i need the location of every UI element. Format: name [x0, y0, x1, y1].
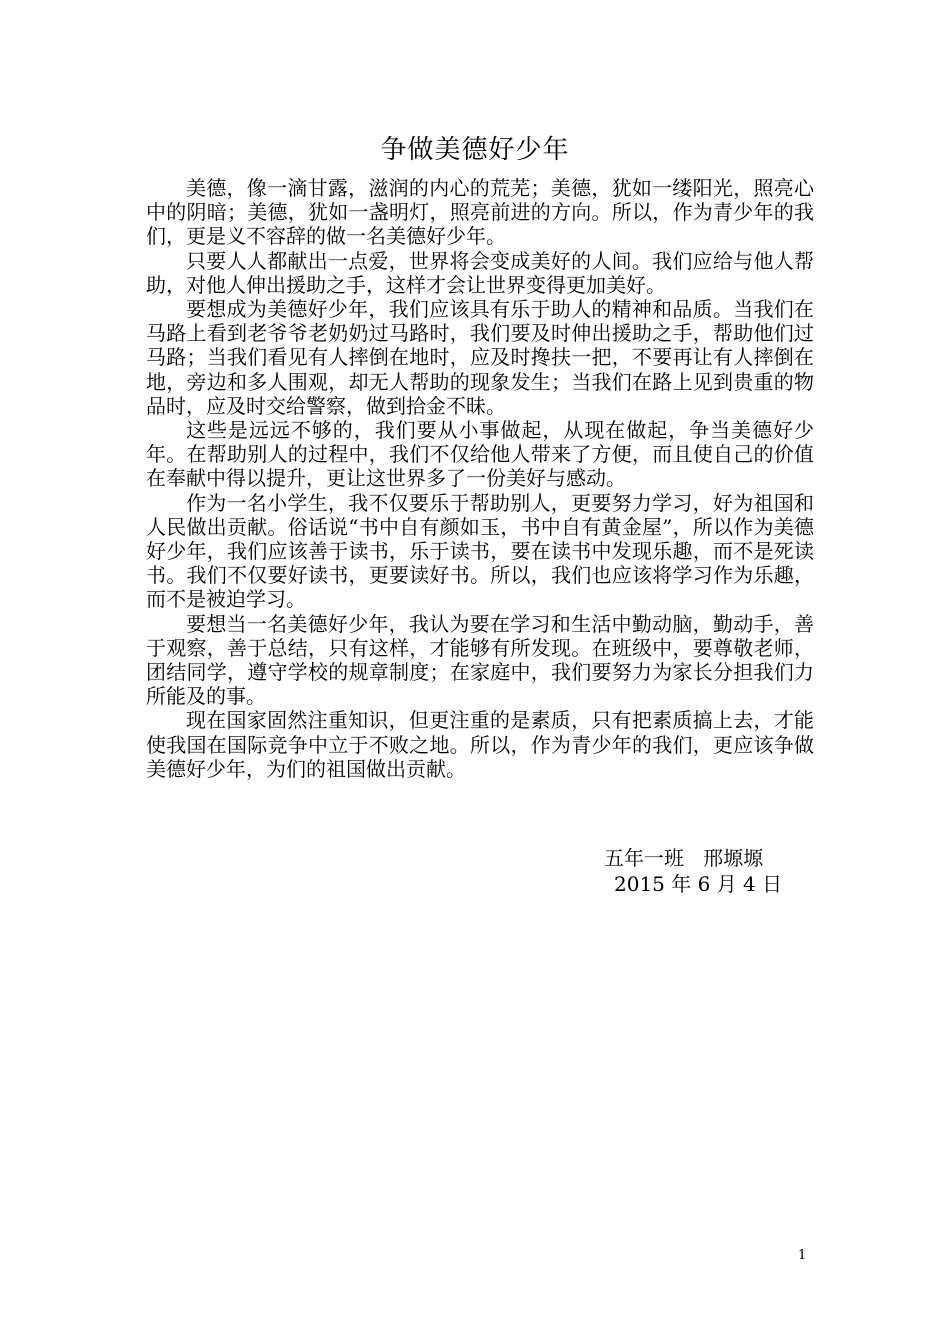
signature-block	[604, 845, 782, 897]
essay-body	[146, 176, 814, 781]
paragraph-4: 这些是远远不够的，我们要从小事做起，从现在做起，争当美德好少年。在帮助别人的过程中，我们不仅给他人带来了方便，而且使自己的价值在奉献中得以提升，更让这世界多了一份美好与感动。	[146, 418, 814, 491]
paragraph-3: 要想成为美德好少年，我们应该具有乐于助人的精神和品质。当我们在马路上看到老爷爷老奶奶过马路时，我们要及时伸出援助之手，帮助他们过马路；当我们看见有人摔倒在地时，应及时搀扶一把，不要再让有人摔倒在地，旁边和多人围观，却无人帮助的现象发生；当我们在路上见到贵重的物品时，应及时交给警察，做到拾金不昧。	[146, 297, 814, 418]
paragraph-1: 美德，像一滴甘露，滋润的内心的荒芜；美德，犹如一缕阳光，照亮心中的阴暗；美德，犹如一盏明灯，照亮前进的方向。所以，作为青少年的我们，更是义不容辞的做一名美德好少年。	[146, 176, 814, 249]
page-number: 1	[798, 1248, 807, 1263]
author-class-and-name: 五年一班 邢塬塬	[604, 846, 764, 870]
paragraph-2: 只要人人都献出一点爱，世界将会变成美好的人间。我们应给与他人帮助，对他人伸出援助之手，这样才会让世界变得更加美好。	[146, 248, 814, 297]
signature-date: 2015 年 6 月 4 日	[614, 872, 783, 896]
document-title: 争做美德好少年	[380, 135, 570, 165]
paragraph-7: 现在国家固然注重知识，但更注重的是素质，只有把素质搞上去，才能使我国在国际竞争中立于不败之地。所以，作为青少年的我们，更应该争做美德好少年，为们的祖国做出贡献。	[146, 708, 814, 781]
paragraph-5: 作为一名小学生，我不仅要乐于帮助别人，更要努力学习，好为祖国和人民做出贡献。俗话说“书中自有颜如玉，书中自有黄金屋”，所以作为美德好少年，我们应该善于读书，乐于读书，要在读书中发现乐趣，而不是死读书。我们不仅要好读书，更要读好书。所以，我们也应该将学习作为乐趣，而不是被迫学习。	[146, 490, 814, 612]
paragraph-6: 要想当一名美德好少年，我认为要在学习和生活中勤动脑，勤动手，善于观察，善于总结，只有这样，才能够有所发现。在班级中，要尊敬老师，团结同学，遵守学校的规章制度；在家庭中，我们要努力为家长分担我们力所能及的事。	[146, 611, 814, 709]
